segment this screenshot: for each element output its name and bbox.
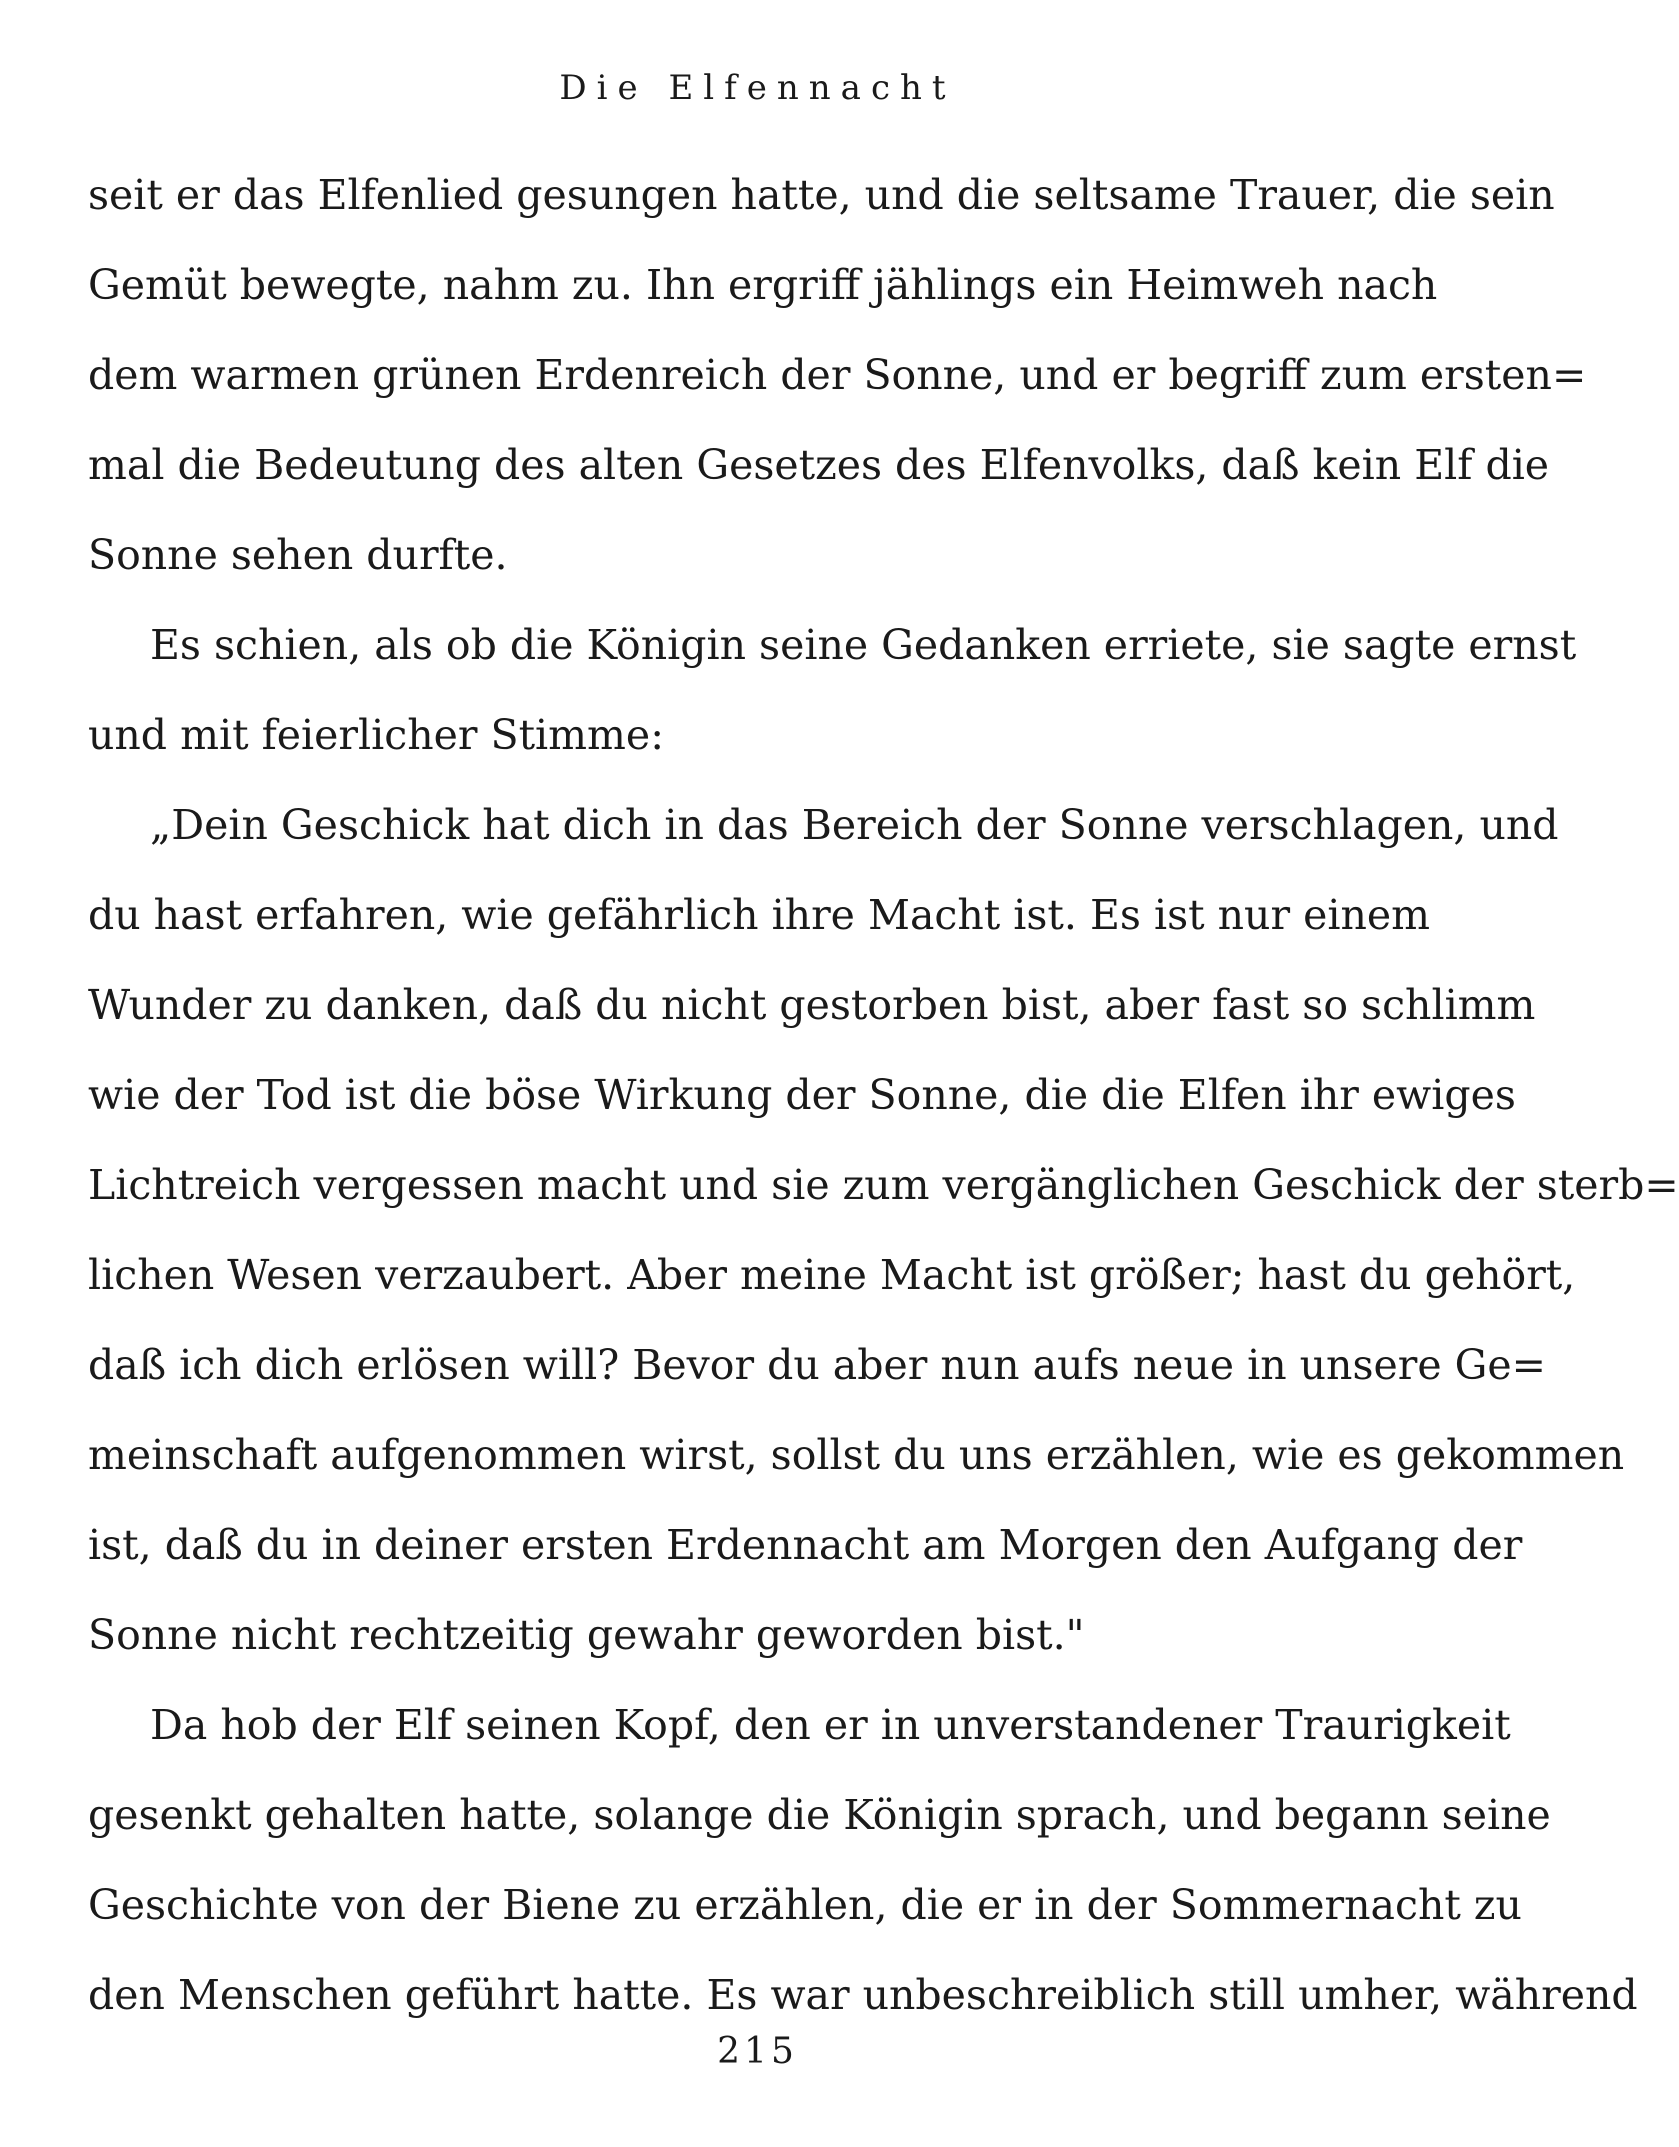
text-line: Lichtreich vergessen macht und sie zum vergänglichen Geschick der sterb=	[88, 1161, 1679, 1209]
text-line: seit er das Elfenlied gesungen hatte, und die seltsame Trauer, die sein	[88, 171, 1555, 219]
text-line: „Dein Geschick hat dich in das Bereich der Sonne verschlagen, und	[150, 801, 1559, 849]
text-line: Wunder zu danken, daß du nicht gestorben bist, aber fast so schlimm	[88, 981, 1536, 1029]
text-line: dem warmen grünen Erdenreich der Sonne, und er begriff zum ersten=	[88, 351, 1587, 399]
text-line: Sonne nicht rechtzeitig gewahr geworden bist."	[88, 1611, 1085, 1659]
running-head: Die Elfennacht	[559, 68, 956, 108]
text-line: meinschaft aufgenommen wirst, sollst du uns erzählen, wie es gekommen	[88, 1431, 1625, 1479]
text-line: Geschichte von der Biene zu erzählen, die er in der Sommernacht zu	[88, 1881, 1522, 1929]
text-line: Sonne sehen durfte.	[88, 531, 508, 579]
text-line: Gemüt bewegte, nahm zu. Ihn ergriff jählings ein Heimweh nach	[88, 261, 1438, 309]
text-line: und mit feierlicher Stimme:	[88, 711, 665, 759]
text-line: gesenkt gehalten hatte, solange die Königin sprach, und begann seine	[88, 1791, 1551, 1839]
text-line: mal die Bedeutung des alten Gesetzes des Elfenvolks, daß kein Elf die	[88, 441, 1550, 489]
text-line: den Menschen geführt hatte. Es war unbeschreiblich still umher, während	[88, 1971, 1638, 2019]
text-line: wie der Tod ist die böse Wirkung der Sonne, die die Elfen ihr ewiges	[88, 1071, 1516, 1119]
text-line: Es schien, als ob die Königin seine Gedanken erriete, sie sagte ernst	[150, 621, 1577, 669]
body-text	[88, 150, 1679, 2040]
text-line: lichen Wesen verzaubert. Aber meine Macht ist größer; hast du gehört,	[88, 1251, 1576, 1299]
page-number: 215	[717, 2031, 798, 2072]
text-line: ist, daß du in deiner ersten Erdennacht am Morgen den Aufgang der	[88, 1521, 1523, 1569]
text-line: du hast erfahren, wie gefährlich ihre Macht ist. Es ist nur einem	[88, 891, 1431, 939]
text-line: Da hob der Elf seinen Kopf, den er in unverstandener Traurigkeit	[150, 1701, 1511, 1749]
text-line: daß ich dich erlösen will? Bevor du aber nun aufs neue in unsere Ge=	[88, 1341, 1547, 1389]
